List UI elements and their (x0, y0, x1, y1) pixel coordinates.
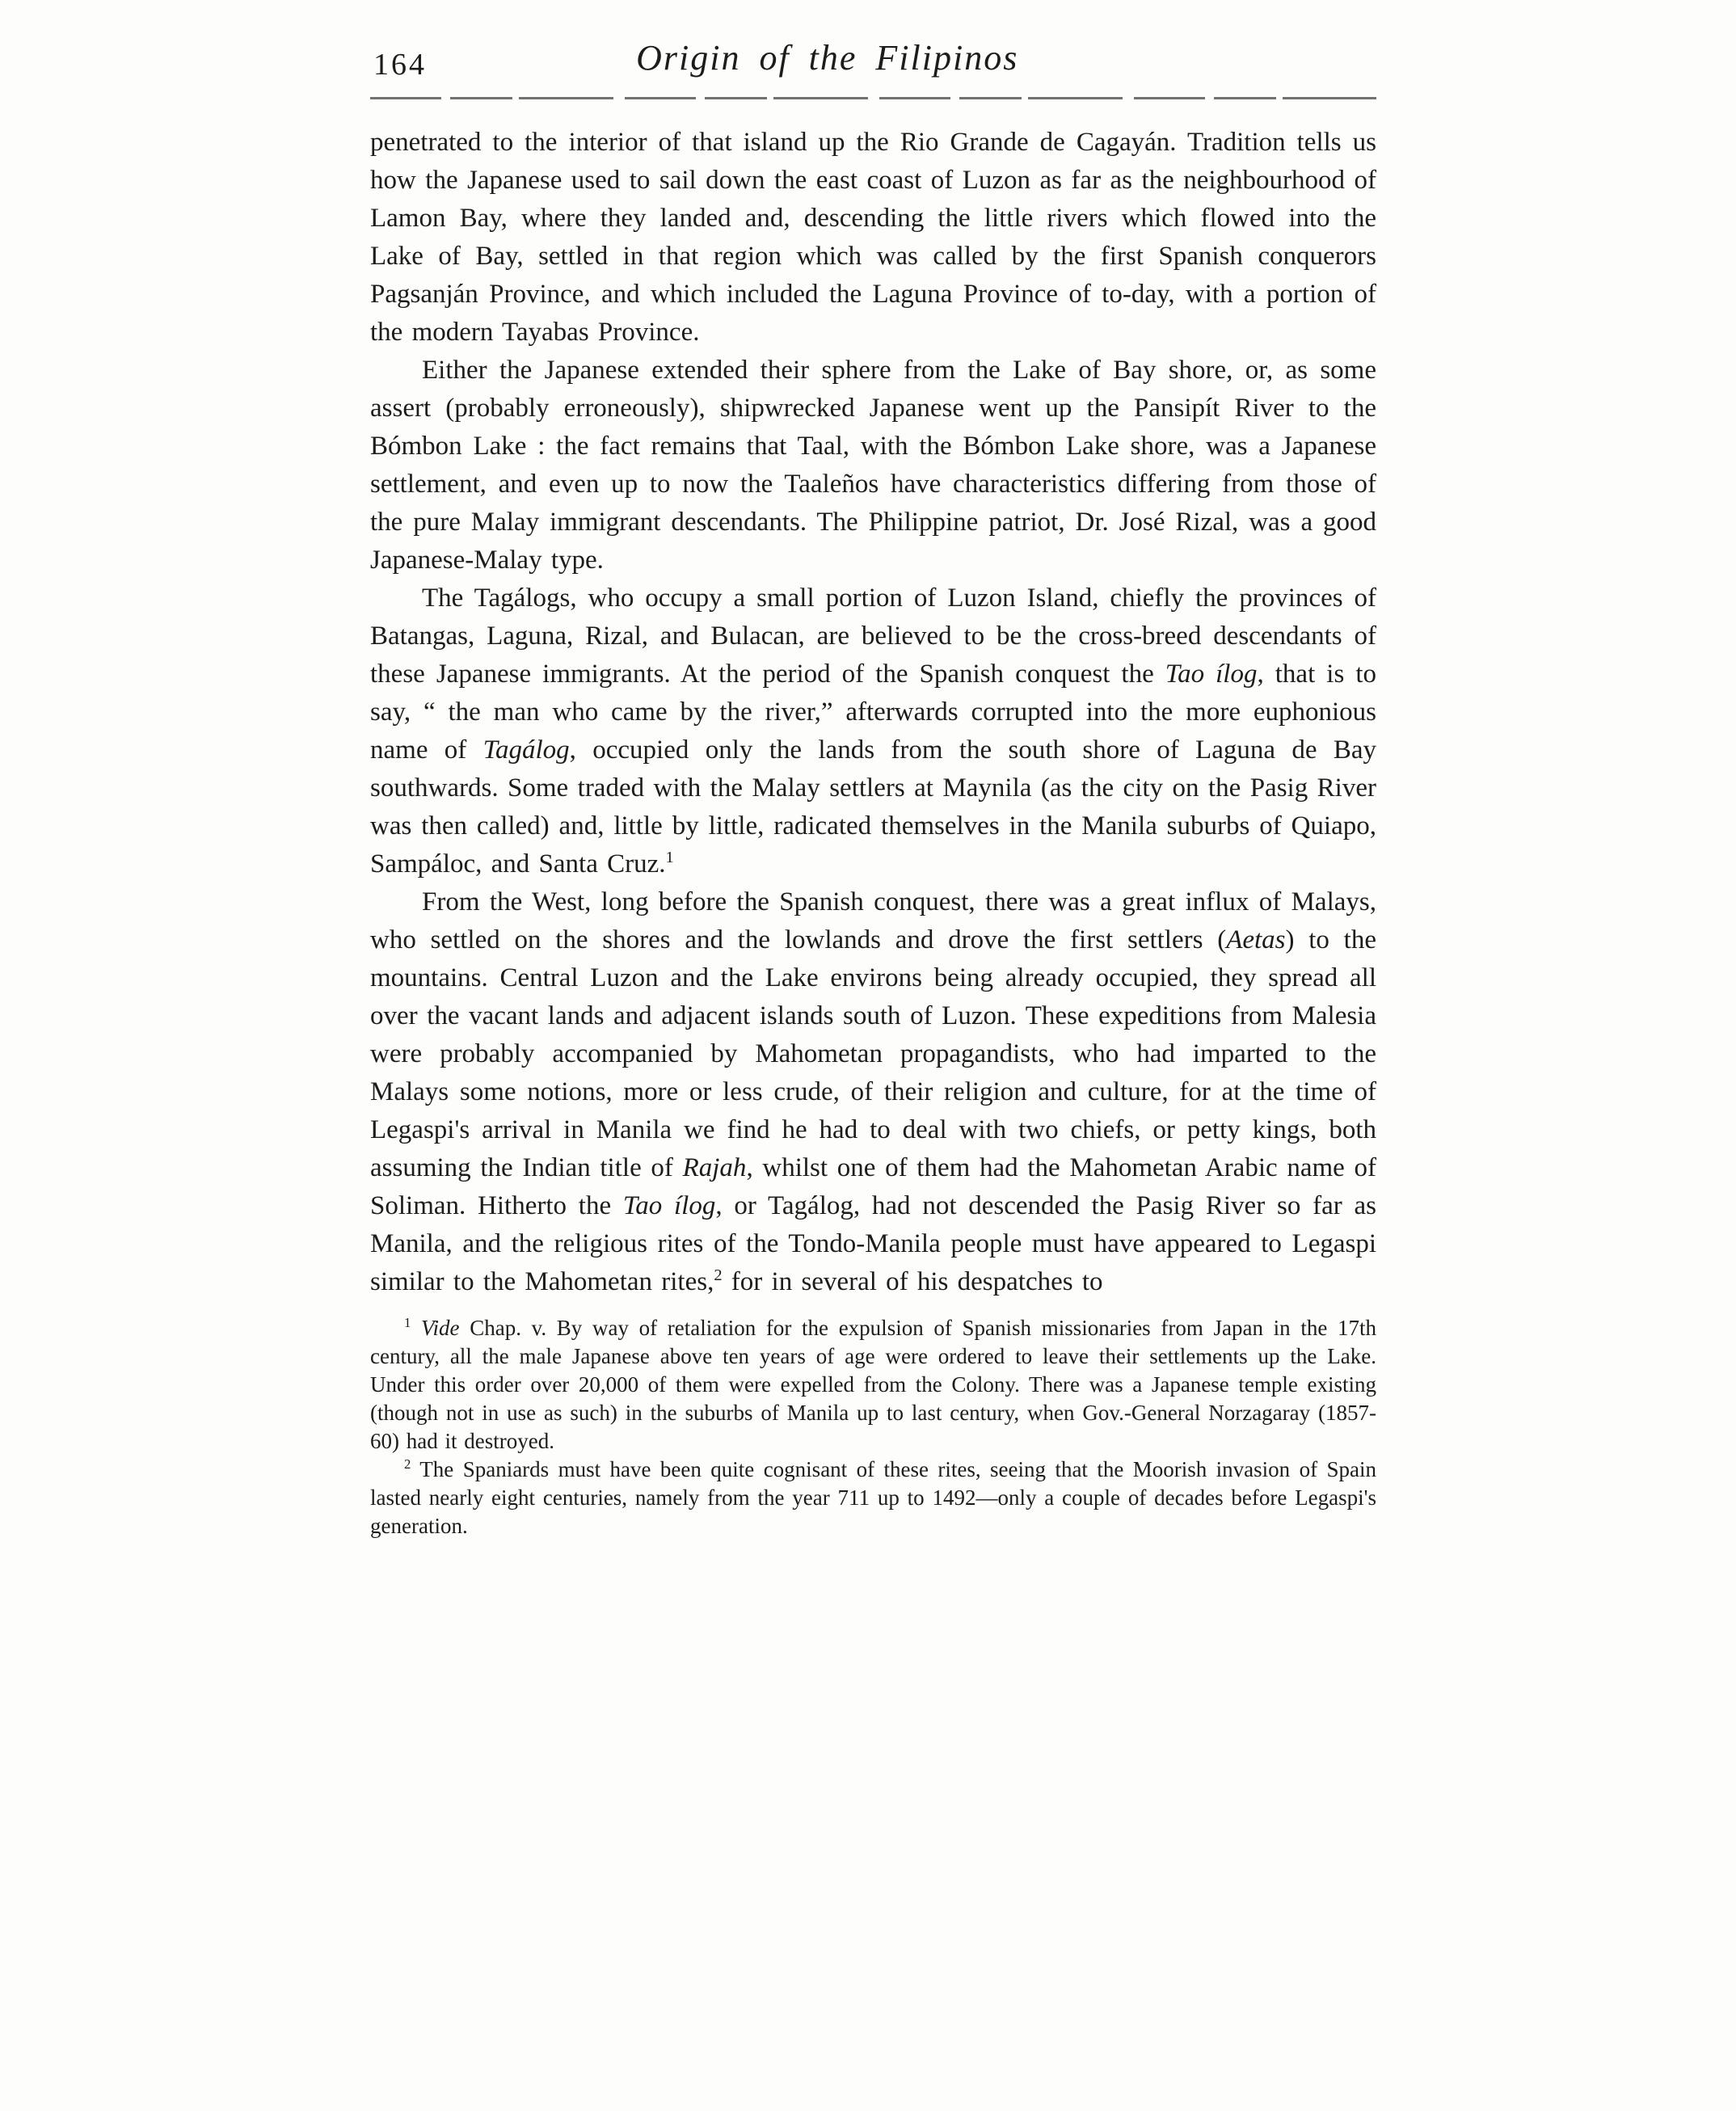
italic-text: Aetas (1226, 925, 1286, 954)
text-run: , occupied only the lands from the south shore of Laguna de Bay southwards. Some traded with the Malay settlers at Maynila (as the city on the Pasig River was then called) and, little by little, radicated themselves in the Manila suburbs of Quiapo, Sampáloc, and Santa Cruz. (370, 735, 1377, 879)
italic-text: Vide (421, 1316, 460, 1340)
text-run: , whilst one of them had the Mahometan Arabic name of Soliman. Hitherto the (370, 1153, 1376, 1220)
footnote (370, 1314, 1376, 1456)
italic-text: Tao ílog (1165, 659, 1258, 689)
footnote-reference: 2 (404, 1456, 411, 1472)
text-run: ) to the mountains. Central Luzon and the Lake environs being already occupied, they spread all over the vacant lands and adjacent islands south of Luzon. These expeditions from Malesia were probably accompanied by Mahometan propagandists, who had imparted to the Malays some notions, more or less crude, of their religion and culture, for at the time of Legaspi's arrival in Manila we find he had to deal with two chiefs, or petty kings, both assuming the Indian title of (370, 925, 1376, 1182)
page-number: 164 (373, 48, 427, 82)
header-rule (370, 97, 1376, 99)
text-run: Either the Japanese extended their sphere from the Lake of Bay shore, or, as some assert (probably erroneously), shipwrecked Japanese went up the Pansipít River to the Bómbon Lake : the fact remains that Taal, with the Bómbon Lake shore, was a Japanese settlement, and even up to now the Taaleños have characteristics differing from those of the pure Malay immigrant descendants. The Philippine patriot, Dr. José Rizal, was a good Japanese-Malay type. (370, 356, 1376, 575)
body-text (370, 124, 1376, 1301)
text-run: , or Tagálog, had not descended the Pasig River so far as Manila, and the religious rites of the Tondo-Manila people must have appeared to Legaspi similar to the Mahometan rites, (370, 1191, 1376, 1296)
footnote-reference: 1 (665, 849, 674, 866)
italic-text: Rajah (682, 1153, 747, 1182)
running-title: Origin of the Filipinos (636, 38, 1019, 78)
paragraph (370, 352, 1376, 579)
type-area (370, 34, 1376, 1540)
footnote-reference: 1 (404, 1315, 411, 1330)
italic-text: Tagálog (482, 735, 570, 765)
text-run: The Tagálogs, who occupy a small portion of Luzon Island, chiefly the provinces of Batangas, Laguna, Rizal, and Bulacan, are believed to be the cross-breed descendants of these Japanese immigrants. At the period of the Spanish conquest the (370, 584, 1376, 689)
text-run: Chap. v. By way of retaliation for the expulsion of Spanish missionaries from Japan in the 17th century, all the male Japanese above ten years of age were ordered to leave their settlements up the Lake. Under this order over 20,000 of them were expelled from the Colony. There was a Japanese temple existing (though not in use as such) in the suburbs of Manila up to last century, when Gov.-General Norzagaray (1857-60) had it destroyed. (370, 1316, 1376, 1453)
paragraph (370, 883, 1376, 1301)
paragraph (370, 124, 1376, 352)
text-run: From the West, long before the Spanish conquest, there was a great influx of Malays, who settled on the shores and the lowlands and drove the first settlers ( (370, 887, 1376, 954)
italic-text: Tao ílog (622, 1191, 716, 1220)
text-run (411, 1316, 421, 1340)
text-run: , that is to say, “ the man who came by the river,” afterwards corrupted into the more euphonious name of (370, 659, 1376, 765)
text-run: penetrated to the interior of that island up the Rio Grande de Cagayán. Tradition tells us how the Japanese used to sail down the east coast of Luzon as far as the neighbourhood of Lamon Bay, where they landed and, descending the little rivers which flowed into the Lake of Bay, settled in that region which was called by the first Spanish conquerors Pagsanján Province, and which included the Laguna Province of to-day, with a portion of the modern Tayabas Province. (370, 128, 1376, 347)
footnotes (370, 1314, 1376, 1540)
footnote (370, 1456, 1376, 1540)
text-run: The Spaniards must have been quite cognisant of these rites, seeing that the Moorish invasion of Spain lasted nearly eight centuries, namely from the year 711 up to 1492—only a couple of decades before Legaspi's generation. (370, 1457, 1376, 1538)
paragraph (370, 579, 1376, 883)
running-header (370, 34, 1376, 92)
text-run: for in several of his despatches to (722, 1267, 1103, 1296)
footnote-reference: 2 (714, 1266, 723, 1284)
